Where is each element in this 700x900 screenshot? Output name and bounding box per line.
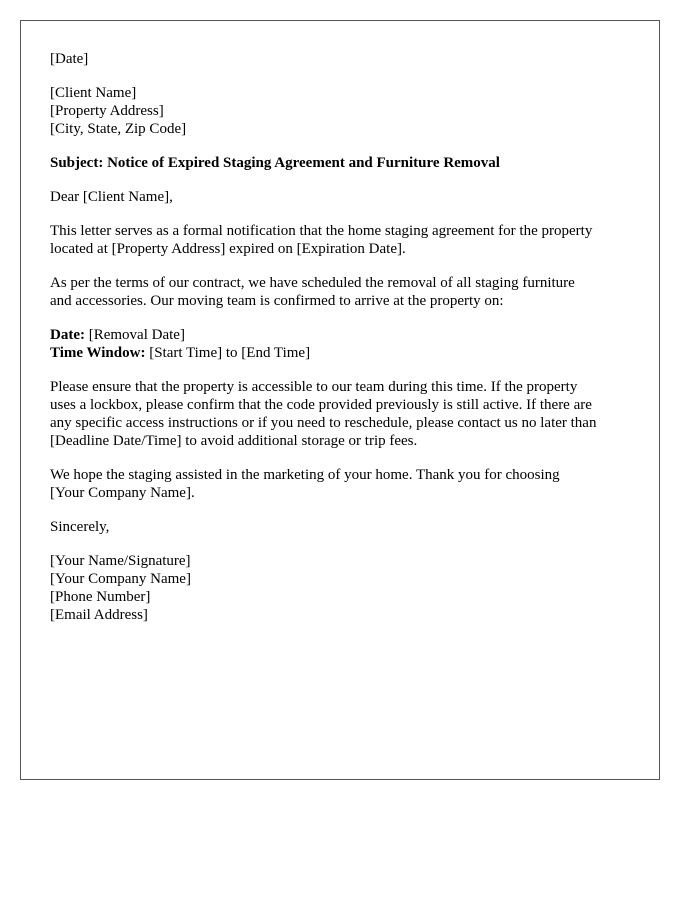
paragraph-line: [Your Company Name]. (50, 485, 195, 501)
letter-date: [Date] (50, 51, 89, 67)
schedule-date-label: Date: (50, 327, 85, 343)
salutation-block (50, 188, 640, 206)
schedule-date-value: [Removal Date] (84, 327, 185, 343)
paragraph-thanks (50, 466, 640, 502)
letter-body (50, 50, 640, 640)
letter-subject: Subject: Notice of Expired Staging Agreement and Furniture Removal (50, 155, 500, 171)
recipient-city: [City, State, Zip Code] (50, 121, 187, 137)
paragraph-line: Please ensure that the property is accessible to our team during this time. If the property (50, 379, 578, 395)
salutation: Dear [Client Name], (50, 189, 173, 205)
signature-block (50, 552, 640, 624)
date-block (50, 50, 640, 68)
paragraph-removal (50, 274, 640, 310)
paragraph-line: any specific access instructions or if you need to reschedule, please contact us no later than (50, 415, 597, 431)
subject-block (50, 154, 640, 172)
recipient-name: [Client Name] (50, 85, 137, 101)
schedule-block (50, 326, 640, 362)
paragraph-line: As per the terms of our contract, we have scheduled the removal of all staging furniture (50, 275, 575, 291)
closing: Sincerely, (50, 519, 110, 535)
recipient-block (50, 84, 640, 138)
schedule-window-row (50, 344, 640, 362)
recipient-address: [Property Address] (50, 103, 164, 119)
signature-company: [Your Company Name] (50, 571, 191, 587)
schedule-window-value: [Start Time] to [End Time] (145, 345, 311, 361)
paragraph-line: uses a lockbox, please confirm that the code provided previously is still active. If there are (50, 397, 592, 413)
signature-name: [Your Name/Signature] (50, 553, 191, 569)
paragraph-line: and accessories. Our moving team is confirmed to arrive at the property on: (50, 293, 504, 309)
signature-email: [Email Address] (50, 607, 148, 623)
paragraph-line: located at [Property Address] expired on [Expiration Date]. (50, 241, 406, 257)
paragraph-line: We hope the staging assisted in the marketing of your home. Thank you for choosing (50, 467, 560, 483)
paragraph-line: This letter serves as a formal notification that the home staging agreement for the property (50, 223, 593, 239)
paragraph-line: [Deadline Date/Time] to avoid additional storage or trip fees. (50, 433, 418, 449)
signature-phone: [Phone Number] (50, 589, 151, 605)
letter-page (20, 20, 660, 780)
schedule-date-row (50, 326, 640, 344)
closing-block (50, 518, 640, 536)
schedule-window-label: Time Window: (50, 345, 146, 361)
paragraph-access (50, 378, 640, 450)
paragraph-notification (50, 222, 640, 258)
